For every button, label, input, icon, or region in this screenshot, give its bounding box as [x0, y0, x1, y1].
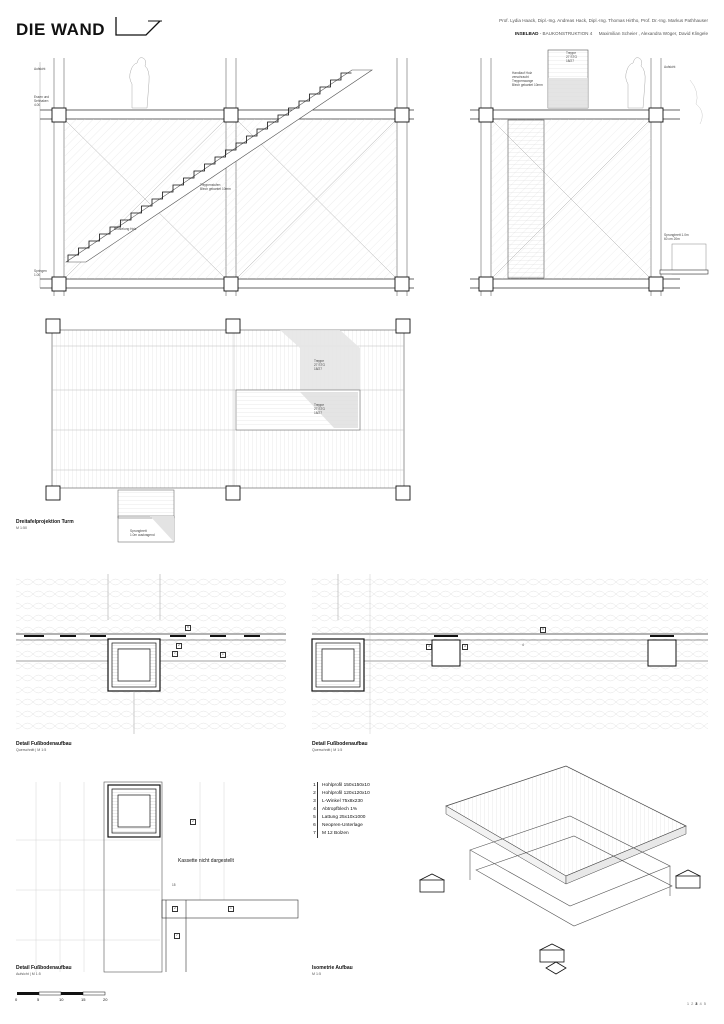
d1-callout-5: 5: [187, 625, 189, 629]
d1-callout-2: 2: [178, 643, 180, 647]
d1-callout-7: 7: [174, 651, 176, 655]
page-title: DIE WAND: [16, 20, 105, 39]
team-names: Maximilian Scheier , Alexandra Wöger, David Klingele: [598, 31, 708, 36]
page-link-2[interactable]: 2: [691, 1001, 696, 1006]
plan-spring-annot: Sprungbrett 1.0m auskragend: [130, 529, 155, 537]
legend-item: [312, 822, 370, 830]
d3-note: Kassette nicht dargestellt: [178, 858, 234, 864]
d2-callout-5: 5: [542, 627, 544, 631]
authors-line: Prof. Lydia Haack, Dipl.-Ing. Andreas Hack, Dipl.-Ing. Thomas Hirtho, Prof. Dr.-Ing. Markus Pathhauser: [499, 18, 708, 23]
scale-ticks: [15, 997, 115, 1005]
plan-stair-2: Treppe 27 STG 18/27: [314, 403, 325, 415]
legend-number: 7: [312, 830, 318, 838]
d3-callout-7: 7: [176, 933, 178, 937]
isometric-view: [420, 766, 700, 974]
detail-3-sub: Aufsicht | M 1:5: [16, 972, 41, 976]
iso-label: Isometrie Aufbau: [312, 965, 353, 971]
scale-tick-label: 10: [59, 997, 64, 1002]
legend-number: 1: [312, 782, 318, 790]
legend-text: Lattung 25x10x1000: [322, 815, 366, 820]
detail-2: [312, 574, 708, 734]
d1-callout-1: 1: [222, 652, 224, 656]
d2-callout-4: 4: [522, 643, 524, 647]
legend-text: L-Winkel 75x8x230: [322, 799, 363, 804]
elev-right-spring-annot: Sprungbrett 1.0m 60 cm 20m: [664, 233, 689, 241]
legend-text: Abtropfblech 1%: [322, 807, 358, 812]
detail-1-label: Detail Fußbodenaufbau: [16, 741, 72, 747]
page-link-1[interactable]: 1: [686, 1001, 692, 1006]
legend-text: Neopren-Unterlage: [322, 823, 363, 828]
elev-left-level-top: Essen und Sehhaken 4.00: [34, 95, 50, 107]
legend: [312, 782, 370, 838]
legend-number: 2: [312, 790, 318, 798]
page-link-3[interactable]: 3: [695, 1001, 700, 1006]
d2-callout-3b: 3: [464, 644, 466, 648]
elevation-right: [470, 50, 708, 296]
legend-item: [312, 798, 370, 806]
legend-number: 5: [312, 814, 318, 822]
plan-scale: M 1:50: [16, 526, 27, 530]
legend-item: [312, 790, 370, 798]
iso-sub: M 1:5: [312, 972, 321, 976]
elev-left-level-bottom: Springen 1.00: [34, 269, 47, 277]
elev-left-aufsicht: Aufsicht: [34, 67, 46, 71]
legend-text: Hohlprofil 150x150x10: [322, 783, 370, 788]
page-link-5[interactable]: 5: [703, 1001, 708, 1006]
detail-1-sub: Querschnitt | M 1:5: [16, 748, 47, 752]
plan-stair-1: Treppe 27 STG 18/27: [314, 359, 325, 371]
plan-label: Dreitafelprojektion Turm: [16, 519, 74, 525]
detail-1: [16, 574, 286, 734]
elev-left-rail-annot: Brüstelung Holz: [114, 227, 137, 231]
d3-callout-2a: 2: [192, 819, 194, 823]
elev-right-handrail-annot: Handlauf Holz verschraubt Treppenwange Blech gekantet 10mm: [512, 71, 543, 87]
scale-tick-label: 0: [15, 997, 18, 1002]
detail-3-label: Detail Fußbodenaufbau: [16, 965, 72, 971]
page-link-4[interactable]: 4: [699, 1001, 704, 1006]
legend-item: [312, 806, 370, 814]
d3-dim: 15: [172, 883, 176, 887]
page-pager: [687, 1001, 708, 1006]
legend-number: 3: [312, 798, 318, 806]
legend-text: Hohlprofil 120x120x10: [322, 791, 370, 796]
scale-tick-label: 5: [37, 997, 40, 1002]
d2-callout-3a: 3: [428, 644, 430, 648]
detail-2-sub: Querschnitt | M 1:5: [312, 748, 343, 752]
scale-tick-label: 15: [81, 997, 86, 1002]
legend-item: [312, 814, 370, 822]
d3-callout-2b: 2: [174, 906, 176, 910]
legend-text: M 12 Bolzen: [322, 831, 349, 836]
legend-item: [312, 782, 370, 790]
d3-callout-1: 1: [230, 906, 232, 910]
project-name: INSELBAD: [514, 31, 539, 36]
scale-bar: [17, 992, 105, 995]
legend-number: 4: [312, 806, 318, 814]
elev-right-stair-annot: Treppe 27 STG 18/27: [566, 51, 577, 63]
plan-view: [46, 319, 410, 542]
scale-tick-label: 20: [103, 997, 108, 1002]
detail-2-label: Detail Fußbodenaufbau: [312, 741, 368, 747]
course-name: - BAUKONSTRUKTION 4: [538, 31, 593, 36]
legend-number: 6: [312, 822, 318, 830]
elev-right-aufsicht: Aufsicht: [664, 65, 676, 69]
legend-item: [312, 830, 370, 838]
elevation-left: [40, 58, 414, 296]
detail-3: [16, 782, 298, 972]
elev-left-stair-annot: Treppenstufen Blech gekantet 10mm: [200, 183, 231, 191]
